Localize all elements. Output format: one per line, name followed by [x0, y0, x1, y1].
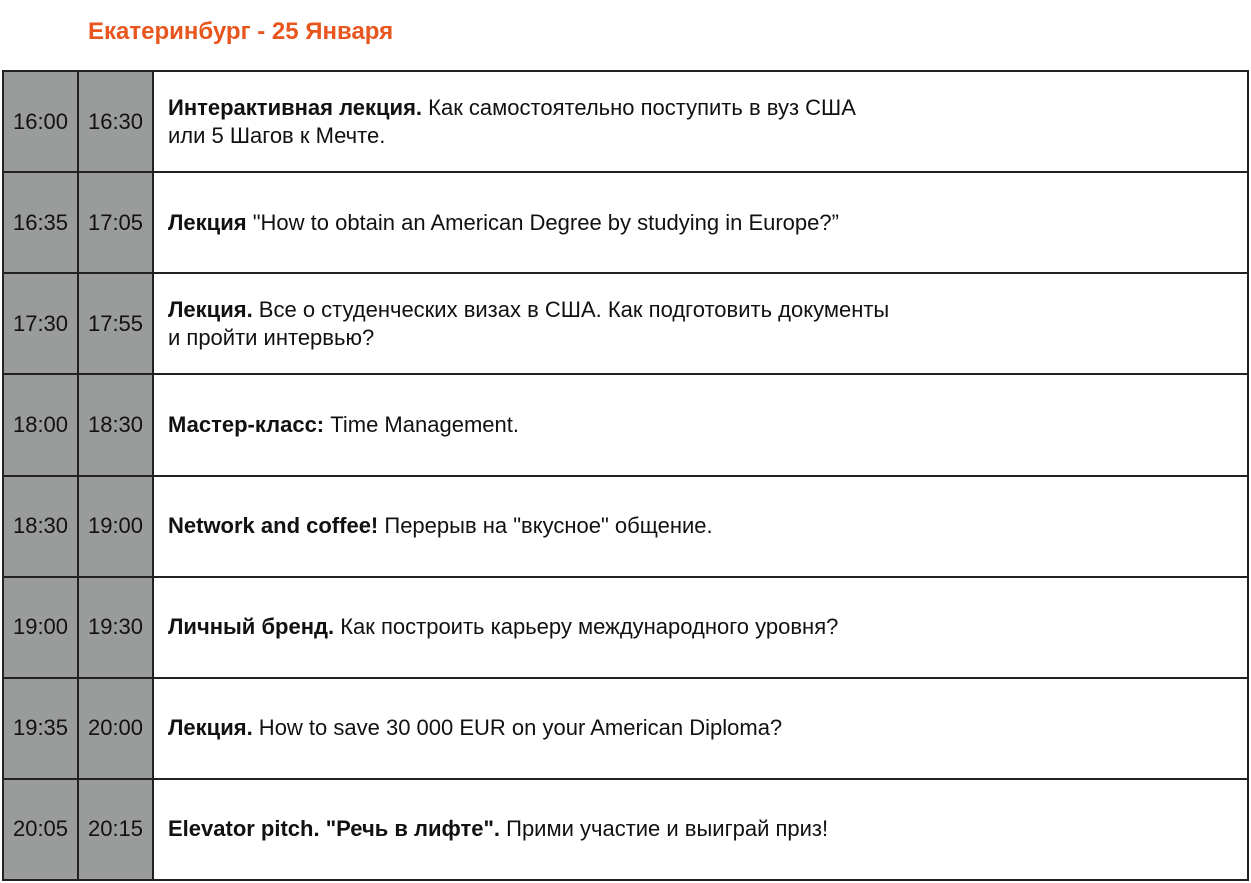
table-row: [3, 476, 1248, 577]
end-time: 19:30: [78, 577, 153, 678]
start-time: 16:00: [3, 71, 78, 172]
session-description: [153, 476, 1248, 577]
session-text: How to save 30 000 EUR on your American Diploma?: [252, 715, 783, 741]
end-time: 16:30: [78, 71, 153, 172]
session-text: Прими участие и выиграй приз!: [500, 816, 829, 842]
session-description: [153, 779, 1248, 880]
start-time: 17:30: [3, 273, 78, 374]
session-lead: Личный бренд.: [168, 614, 335, 640]
session-lead: Elevator pitch. "Речь в лифте".: [168, 816, 501, 842]
session-text: Time Management.: [324, 411, 519, 437]
end-time: 20:15: [78, 779, 153, 880]
session-text: Перерыв на "вкусное" общение.: [378, 513, 713, 539]
table-row: [3, 71, 1248, 172]
session-description: [153, 71, 1248, 172]
start-time: 18:30: [3, 476, 78, 577]
session-lead: Лекция.: [168, 715, 253, 741]
end-time: 20:00: [78, 678, 153, 779]
table-row: [3, 678, 1248, 779]
session-lead: Network and coffee!: [168, 513, 379, 539]
end-time: 18:30: [78, 374, 153, 475]
table-row: [3, 577, 1248, 678]
table-row: [3, 273, 1248, 374]
table-row: [3, 172, 1248, 273]
session-text-line2: и пройти интервью?: [168, 324, 375, 350]
session-description: [153, 678, 1248, 779]
start-time: 16:35: [3, 172, 78, 273]
start-time: 20:05: [3, 779, 78, 880]
start-time: 19:35: [3, 678, 78, 779]
session-text: Все о студенческих визах в США. Как подготовить документы: [252, 296, 890, 322]
session-lead: Лекция: [168, 209, 247, 235]
session-text: Как построить карьеру международного уровня?: [334, 614, 839, 640]
session-lead: Интерактивная лекция.: [168, 94, 423, 120]
session-lead: Мастер-класс:: [168, 411, 325, 437]
session-description: [153, 374, 1248, 475]
page-title: Екатеринбург - 25 Января: [88, 18, 394, 45]
session-text-line2: или 5 Шагов к Мечте.: [168, 122, 386, 148]
start-time: 19:00: [3, 577, 78, 678]
table-row: [3, 779, 1248, 880]
table-row: [3, 374, 1248, 475]
schedule-table: [2, 70, 1249, 881]
end-time: 17:05: [78, 172, 153, 273]
end-time: 17:55: [78, 273, 153, 374]
session-lead: Лекция.: [168, 296, 253, 322]
session-description: [153, 172, 1248, 273]
session-text: Как самостоятельно поступить в вуз США: [422, 94, 856, 120]
session-description: [153, 577, 1248, 678]
session-text: "How to obtain an American Degree by studying in Europe?”: [246, 209, 839, 235]
start-time: 18:00: [3, 374, 78, 475]
session-description: [153, 273, 1248, 374]
end-time: 19:00: [78, 476, 153, 577]
